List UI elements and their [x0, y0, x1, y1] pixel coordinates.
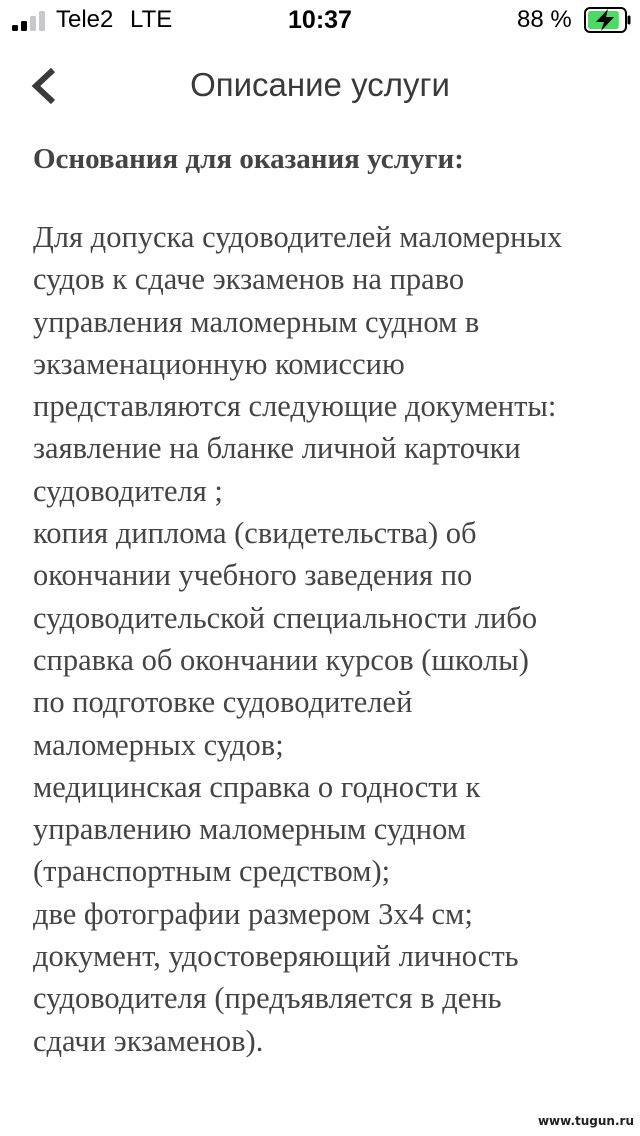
- body-text-line: представляются следующие документы:: [33, 389, 557, 424]
- status-time: 10:37: [288, 6, 352, 34]
- body-text-line: судоводительской специальности либо: [33, 600, 538, 635]
- network-type: LTE: [130, 6, 173, 33]
- body-text-line: экзаменационную комиссию: [33, 346, 405, 381]
- body-text-line: копия диплома (свидетельства) об: [33, 516, 477, 551]
- body-text-line: судоводителя (предъявляется в день: [33, 981, 502, 1016]
- navigation-bar: [0, 50, 640, 120]
- body-text-line: маломерных судов;: [33, 727, 284, 762]
- body-text-line: сдачи экзаменов).: [33, 1023, 264, 1058]
- body-text-line: по подготовке судоводителей: [33, 685, 413, 720]
- body-text-line: две фотографии размером 3x4 см;: [33, 896, 473, 931]
- body-text-line: управлению маломерным судном: [33, 812, 467, 847]
- body-text-line: (транспортным средством);: [33, 854, 391, 889]
- service-description: [33, 140, 633, 1062]
- section-body: [33, 216, 633, 1062]
- battery-charging-icon: [584, 7, 632, 33]
- carrier-name: Tele2: [56, 6, 114, 33]
- page-title: Описание услуги: [190, 66, 450, 103]
- body-text-line: Для допуска судоводителей маломерных: [33, 220, 563, 254]
- watermark: www.tugun.ru: [537, 1114, 634, 1128]
- battery-percent: 88 %: [517, 6, 572, 33]
- body-text-line: справка об окончании курсов (школы): [33, 642, 529, 677]
- body-text-line: документ, удостоверяющий личность: [33, 939, 519, 974]
- body-text-line: заявление на бланке личной карточки: [33, 431, 521, 466]
- body-text-line: судоводителя ;: [33, 473, 223, 508]
- body-text-line: управления маломерным судном в: [33, 304, 480, 339]
- status-bar: [0, 0, 640, 40]
- body-text-line: медицинская справка о годности к: [33, 769, 481, 804]
- body-text-line: судов к сдаче экзаменов на право: [33, 262, 465, 297]
- body-text-line: окончании учебного заведения по: [33, 558, 473, 593]
- section-title: Основания для оказания услуги:: [33, 143, 464, 175]
